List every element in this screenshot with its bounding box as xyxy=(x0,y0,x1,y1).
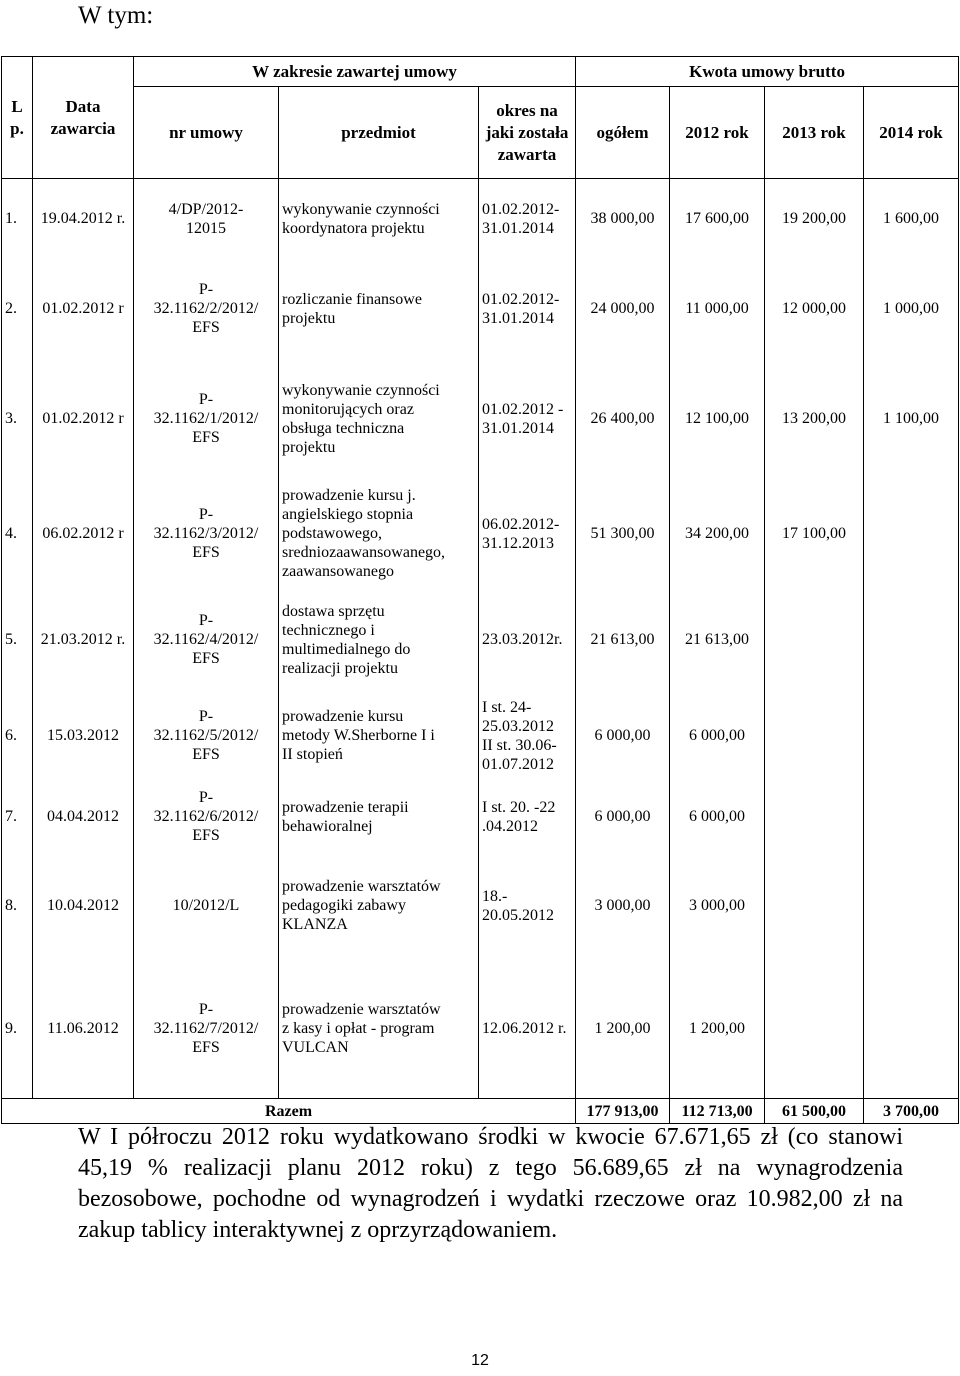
header-2014: 2014 rok xyxy=(864,87,959,179)
cell-lp: 3. xyxy=(2,359,33,479)
total-2014: 3 700,00 xyxy=(864,1099,959,1124)
cell-2013: 19 200,00 xyxy=(765,179,864,259)
cell-2012: 17 600,00 xyxy=(670,179,765,259)
cell-2014: 1 600,00 xyxy=(864,179,959,259)
cell-2012: 1 200,00 xyxy=(670,959,765,1099)
cell-2013: 13 200,00 xyxy=(765,359,864,479)
table-row xyxy=(2,179,959,259)
cell-lp: 9. xyxy=(2,959,33,1099)
cell-okres: 01.02.2012- 31.01.2014 xyxy=(479,179,576,259)
header-okres: okres na jaki została zawarta xyxy=(479,87,576,179)
cell-2013 xyxy=(765,781,864,853)
cell-2012: 3 000,00 xyxy=(670,853,765,959)
cell-2012: 34 200,00 xyxy=(670,479,765,589)
header-przedmiot: przedmiot xyxy=(279,87,479,179)
header-nr: nr umowy xyxy=(134,87,279,179)
cell-ogolem: 1 200,00 xyxy=(576,959,670,1099)
header-ogolem: ogółem xyxy=(576,87,670,179)
cell-przedmiot: prowadzenie kursu metody W.Sherborne I i II stopień xyxy=(279,691,479,781)
cell-2013 xyxy=(765,853,864,959)
cell-2013: 17 100,00 xyxy=(765,479,864,589)
cell-okres: 01.02.2012- 31.01.2014 xyxy=(479,259,576,359)
cell-ogolem: 21 613,00 xyxy=(576,589,670,691)
cell-przedmiot: dostawa sprzętu technicznego i multimedialnego do realizacji projektu xyxy=(279,589,479,691)
cell-2014: 1 000,00 xyxy=(864,259,959,359)
table-row xyxy=(2,359,959,479)
cell-2014 xyxy=(864,853,959,959)
cell-nr: P- 32.1162/2/2012/ EFS xyxy=(134,259,279,359)
table-row xyxy=(2,259,959,359)
cell-lp: 5. xyxy=(2,589,33,691)
cell-2013 xyxy=(765,589,864,691)
cell-lp: 2. xyxy=(2,259,33,359)
cell-data: 21.03.2012 r. xyxy=(33,589,134,691)
cell-2014: 1 100,00 xyxy=(864,359,959,479)
cell-data: 11.06.2012 xyxy=(33,959,134,1099)
cell-okres: I st. 20. -22 .04.2012 xyxy=(479,781,576,853)
table-row xyxy=(2,959,959,1099)
total-row xyxy=(2,1099,959,1124)
cell-lp: 7. xyxy=(2,781,33,853)
cell-nr: 10/2012/L xyxy=(134,853,279,959)
header-data: Data zawarcia xyxy=(33,57,134,179)
cell-ogolem: 3 000,00 xyxy=(576,853,670,959)
summary-paragraph: W I półroczu 2012 roku wydatkowano środki w kwocie 67.671,65 zł (co stanowi 45,19 % realizacji planu 2012 roku) z tego 56.689,65 zł na wynagrodzenia bezosobowe, pochodne od wynagrodzeń i wydatki rzeczowe oraz 10.982,00 zł na zakup tablicy interaktywnej z oprzyrządowaniem. xyxy=(78,1124,903,1243)
cell-ogolem: 38 000,00 xyxy=(576,179,670,259)
cell-okres: I st. 24- 25.03.2012 II st. 30.06- 01.07.2012 xyxy=(479,691,576,781)
cell-przedmiot: prowadzenie kursu j. angielskiego stopnia podstawowego, sredniozaawansowanego, zaawansowanego xyxy=(279,479,479,589)
cell-przedmiot: prowadzenie warsztatów pedagogiki zabawy KLANZA xyxy=(279,853,479,959)
cell-data: 15.03.2012 xyxy=(33,691,134,781)
cell-2014 xyxy=(864,781,959,853)
cell-2014 xyxy=(864,479,959,589)
cell-data: 10.04.2012 xyxy=(33,853,134,959)
cell-data: 04.04.2012 xyxy=(33,781,134,853)
cell-data: 01.02.2012 r xyxy=(33,259,134,359)
cell-ogolem: 6 000,00 xyxy=(576,691,670,781)
cell-ogolem: 26 400,00 xyxy=(576,359,670,479)
cell-lp: 4. xyxy=(2,479,33,589)
cell-2014 xyxy=(864,959,959,1099)
table-row xyxy=(2,781,959,853)
cell-przedmiot: wykonywanie czynności koordynatora projektu xyxy=(279,179,479,259)
cell-ogolem: 6 000,00 xyxy=(576,781,670,853)
header-2013: 2013 rok xyxy=(765,87,864,179)
cell-2013: 12 000,00 xyxy=(765,259,864,359)
cell-2012: 12 100,00 xyxy=(670,359,765,479)
cell-data: 06.02.2012 r xyxy=(33,479,134,589)
cell-nr: P- 32.1162/1/2012/ EFS xyxy=(134,359,279,479)
table-row xyxy=(2,589,959,691)
cell-2013 xyxy=(765,959,864,1099)
total-2013: 61 500,00 xyxy=(765,1099,864,1124)
table-row xyxy=(2,479,959,589)
cell-okres: 18.- 20.05.2012 xyxy=(479,853,576,959)
cell-ogolem: 24 000,00 xyxy=(576,259,670,359)
header-lp: L p. xyxy=(2,57,33,179)
cell-2012: 21 613,00 xyxy=(670,589,765,691)
cell-ogolem: 51 300,00 xyxy=(576,479,670,589)
cell-okres: 06.02.2012- 31.12.2013 xyxy=(479,479,576,589)
cell-2012: 11 000,00 xyxy=(670,259,765,359)
cell-nr: P- 32.1162/6/2012/ EFS xyxy=(134,781,279,853)
cell-przedmiot: prowadzenie terapii behawioralnej xyxy=(279,781,479,853)
cell-lp: 8. xyxy=(2,853,33,959)
cell-przedmiot: wykonywanie czynności monitorujących oraz obsługa techniczna projektu xyxy=(279,359,479,479)
header-2012: 2012 rok xyxy=(670,87,765,179)
cell-lp: 1. xyxy=(2,179,33,259)
page-number: 12 xyxy=(471,1352,489,1369)
cell-przedmiot: prowadzenie warsztatów z kasy i opłat - program VULCAN xyxy=(279,959,479,1099)
cell-2014 xyxy=(864,589,959,691)
cell-nr: 4/DP/2012- 12015 xyxy=(134,179,279,259)
cell-lp: 6. xyxy=(2,691,33,781)
page-heading: W tym: xyxy=(78,2,154,29)
total-2012: 112 713,00 xyxy=(670,1099,765,1124)
header-kwota: Kwota umowy brutto xyxy=(576,57,959,87)
cell-nr: P- 32.1162/7/2012/ EFS xyxy=(134,959,279,1099)
cell-przedmiot: rozliczanie finansowe projektu xyxy=(279,259,479,359)
cell-nr: P- 32.1162/5/2012/ EFS xyxy=(134,691,279,781)
total-label: Razem xyxy=(2,1099,576,1124)
header-zakres: W zakresie zawartej umowy xyxy=(134,57,576,87)
contracts-table xyxy=(1,56,959,1124)
table-row xyxy=(2,691,959,781)
cell-2012: 6 000,00 xyxy=(670,691,765,781)
cell-data: 01.02.2012 r xyxy=(33,359,134,479)
cell-2012: 6 000,00 xyxy=(670,781,765,853)
cell-nr: P- 32.1162/4/2012/ EFS xyxy=(134,589,279,691)
cell-okres: 23.03.2012r. xyxy=(479,589,576,691)
cell-okres: 01.02.2012 - 31.01.2014 xyxy=(479,359,576,479)
table-row xyxy=(2,853,959,959)
cell-2014 xyxy=(864,691,959,781)
total-ogolem: 177 913,00 xyxy=(576,1099,670,1124)
cell-nr: P- 32.1162/3/2012/ EFS xyxy=(134,479,279,589)
cell-2013 xyxy=(765,691,864,781)
cell-okres: 12.06.2012 r. xyxy=(479,959,576,1099)
cell-data: 19.04.2012 r. xyxy=(33,179,134,259)
